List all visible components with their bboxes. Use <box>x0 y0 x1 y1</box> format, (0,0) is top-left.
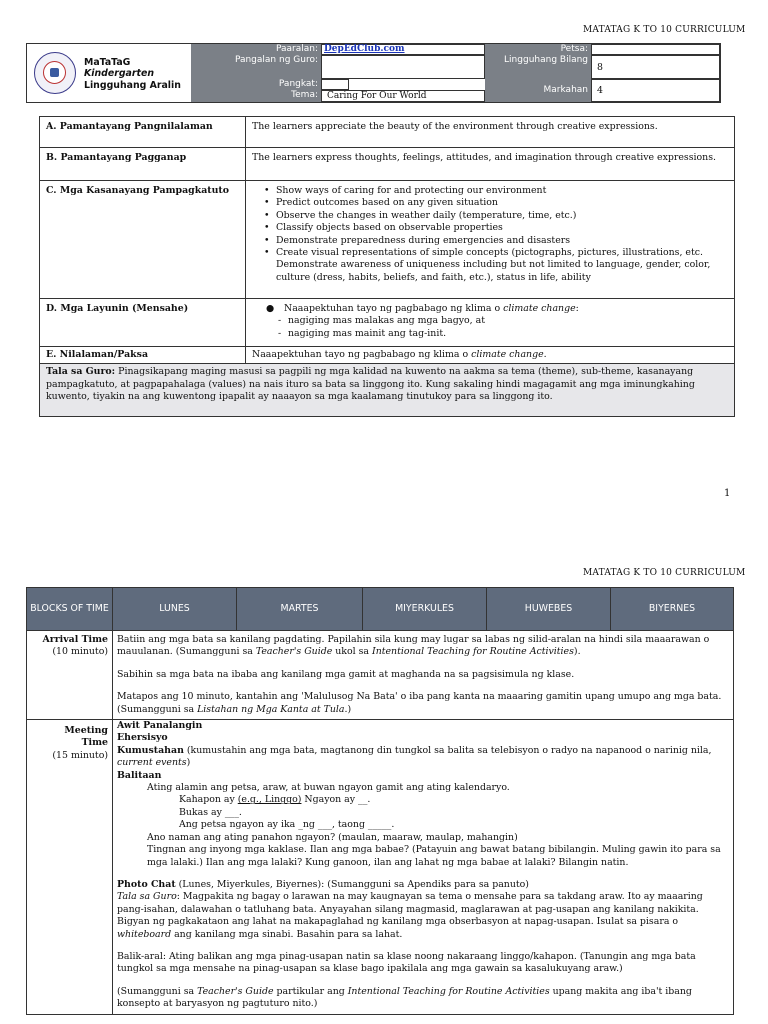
value-e <box>246 347 735 364</box>
objective-text: Naaapektuhan tayo ng pagbabago ng klima o <box>284 303 504 314</box>
text: (Sumangguni sa <box>117 985 198 997</box>
text: ) <box>186 757 191 769</box>
arrival-p1 <box>117 634 729 659</box>
schedule-table <box>26 587 734 1015</box>
list-item: • Classify objects based on observable properties <box>260 222 728 234</box>
em: Teacher's Guide <box>197 985 274 997</box>
skills-list <box>260 185 728 284</box>
col-biyernes: BIYERNES <box>611 588 734 631</box>
text: Matapos ang 10 minuto, kantahin ang 'Malulusog Na Bata' o iba pang kanta na maaaring gamitin upang umupo ang mga bata. (Sumangguni sa <box>117 691 722 715</box>
curriculum-label-2: MATATAG K TO 10 CURRICULUM <box>583 568 746 578</box>
label-a: A. Pamantayang Pangnilalaman <box>40 117 246 148</box>
label-b: B. Pamantayang Pagganap <box>40 148 246 181</box>
arrival-p3 <box>117 691 729 716</box>
petsa-field[interactable] <box>591 44 720 55</box>
arrival-duration: (10 minuto) <box>52 646 108 658</box>
text: Kahapon ay <box>179 794 238 806</box>
balitaan-line: Bukas ay ___. <box>179 806 242 818</box>
tala-label: Tala sa Guro: <box>46 366 116 378</box>
meeting-content <box>113 720 734 1015</box>
objective-em: climate change <box>503 303 576 314</box>
meeting-time-cell <box>27 720 113 1015</box>
paaralan-field[interactable] <box>321 44 485 55</box>
markahan-field[interactable]: 4 <box>591 79 720 102</box>
lesson-title-block <box>84 57 181 91</box>
photo-chat-heading: Photo Chat <box>117 878 176 890</box>
balitaan-line <box>117 794 729 806</box>
example-text: (e.g., Linggo) <box>237 794 302 806</box>
text: (kumustahin ang mga bata, magtanong din tungkol sa balita sa telebisyon o radyo na napanood o narinig nila, <box>183 744 712 756</box>
list-item: • Show ways of caring for and protecting our environment <box>260 185 728 197</box>
list-item: • Demonstrate preparedness during emergencies and disasters <box>260 235 728 247</box>
guro-field[interactable] <box>321 55 485 79</box>
col-miyerkules: MIYERKULES <box>363 588 487 631</box>
objective-end: : <box>575 303 579 314</box>
text: ukol sa <box>332 646 372 658</box>
arrival-time-cell <box>27 631 113 720</box>
balitaan-line: Ano naman ang ating panahon ngayon? (maulan, maaraw, maulap, mahangin) <box>147 831 518 843</box>
em: Intentional Teaching for Routine Activities <box>371 646 574 658</box>
col-huwebes: HUWEBES <box>487 588 611 631</box>
arrival-content <box>113 631 734 720</box>
bilang-field[interactable]: 8 <box>591 55 720 79</box>
page-number: 1 <box>724 488 731 499</box>
text: Batiin ang mga bata sa kanilang pagdating. Papilahin sila kung may lugar sa labas ng silid-aralan na hindi sila maaarawan o mauulanan. (Sumangguni sa <box>117 634 710 658</box>
text: partikular ang <box>273 985 348 997</box>
row-a <box>40 117 735 148</box>
balitaan-line: Tingnan ang inyong mga kaklase. Ilan ang mga babae? (Patayuin ang bawat batang bibilangin. Muling gawin ito para sa mga lalaki.) Ilan ang mga lalaki? Kung ganoon, ilan ang lahat ng mga babae at lalaki? Bilangin natin. <box>147 844 721 868</box>
meeting-row <box>27 720 734 1015</box>
row-e <box>40 347 735 364</box>
label-d: D. Mga Layunin (Mensahe) <box>40 299 246 347</box>
bullet-icon: ● <box>266 303 275 314</box>
col-blocks-of-time: BLOCKS OF TIME <box>27 588 113 631</box>
arrival-time-label: Arrival Time <box>42 634 108 645</box>
paaralan-label: Paaralan: <box>191 44 321 55</box>
guro-label: Pangalan ng Guro: <box>191 55 321 79</box>
value-c <box>246 181 735 299</box>
pangkat-field[interactable] <box>321 79 349 90</box>
tema-label: Tema: <box>191 90 321 102</box>
text: ang kanilang mga sinabi. Basahin para sa lahat. <box>171 928 403 940</box>
photo-chat-p <box>117 879 729 891</box>
ehersisyo-heading: Ehersisyo <box>117 732 168 744</box>
list-item: • Create visual representations of simple concepts (pictographs, pictures, illustrations, etc. Demonstrate awareness of uniqueness including but not limited to language, gender, color, culture (dress, habits, beliefs, and faith, etc.), status in life, ability <box>260 247 728 284</box>
petsa-label: Petsa: <box>485 44 591 55</box>
text: : Magpakita ng bagay o larawan na may kaugnayan sa tema o mensahe para sa takdang araw. Ito ay maaaring pang-isahan, dalawahan o tatluhang bata. Anyayahan silang magmasid, maglarawan at pag-usapan ang kanilang nakikita. Bigyan ng pagkakataon ang lahat na makapaglahad ng kanilang mga obserbasyon at napag-usapan. Isulat sa pisara o <box>117 891 703 928</box>
text: .) <box>344 703 352 715</box>
paaralan-link[interactable]: DepEdClub.com <box>324 44 405 54</box>
label-c: C. Mga Kasanayang Pampagkatuto <box>40 181 246 299</box>
tala-text: Pinagsikapang maging masusi sa pagpili ng mga kalidad na kuwento na aakma sa tema (theme), sub-theme, kasanayang pampagkatuto, at pagpapahalaga (values) na nais ituro sa bata sa linggong ito. Kung sakaling hindi magagamit ang mga iminungkahing kuwento, tiyakin na ang kuwentong ipapalit ay naaayon sa mga kaalamang tinutukoy para sa linggong ito. <box>46 366 695 403</box>
awit-heading: Awit Panalangin <box>117 720 203 732</box>
col-lunes: LUNES <box>113 588 237 631</box>
standards-table <box>39 116 735 417</box>
tala-guro-p <box>117 891 729 941</box>
balitaan-heading: Balitaan <box>117 769 162 781</box>
text: upang makita ang iba't ibang konsepto at baryasyon ng pagtuturo nito.) <box>117 985 692 1010</box>
markahan-label: Markahan <box>485 79 591 102</box>
balitaan-line: Ang petsa ngayon ay ika _ng ___, taong _____. <box>179 819 395 831</box>
em: whiteboard <box>117 928 172 940</box>
curriculum-label: MATATAG K TO 10 CURRICULUM <box>583 25 746 35</box>
balitaan-line: Ating alamin ang petsa, araw, at buwan ngayon gamit ang ating kalendaryo. <box>147 782 510 794</box>
row-tala <box>40 364 735 417</box>
row-d <box>40 299 735 347</box>
arrival-p2: Sabihin sa mga bata na ibaba ang kanilang mga gamit at maghanda na sa pagsisimula ng klase. <box>117 668 575 680</box>
em: Intentional Teaching for Routine Activities <box>347 985 550 997</box>
balik-aral-p: Balik-aral: Ating balikan ang mga pinag-usapan natin sa klase noong nakaraang linggo/kahapon. (Tanungin ang mga bata tungkol sa mga mensahe na pinag-usapan sa klase bago ipakilala ang mga gawain sa kasalukuyang araw.) <box>117 950 696 975</box>
title-kindergarten: Kindergarten <box>84 68 155 80</box>
tema-field[interactable]: Caring For Our World <box>321 90 485 102</box>
text: ). <box>573 646 581 658</box>
label-e: E. Nilalaman/Paksa <box>40 347 246 364</box>
deped-seal-icon <box>34 52 76 94</box>
list-item: • Predict outcomes based on any given situation <box>260 197 728 209</box>
col-martes: MARTES <box>237 588 363 631</box>
list-item: - nagiging mas mainit ang tag-init. <box>272 328 728 340</box>
objective-sublist <box>262 315 728 340</box>
text: Ngayon ay __. <box>301 794 371 806</box>
text: (Lunes, Miyerkules, Biyernes): (Sumangguni sa Apendiks para sa panuto) <box>175 878 529 890</box>
bilang-label: Lingguhang Bilang <box>485 55 591 79</box>
tala-note <box>40 364 735 417</box>
em: current events <box>117 757 187 769</box>
em: Tala sa Guro <box>117 891 177 903</box>
value-d <box>246 299 735 347</box>
row-c <box>40 181 735 299</box>
objective-main <box>262 303 728 315</box>
kumustahan-heading: Kumustahan <box>117 744 184 756</box>
row-b <box>40 148 735 181</box>
kumustahan-p <box>117 745 729 770</box>
em: Listahan ng Mga Kanta at Tula <box>197 703 345 715</box>
value-a: The learners appreciate the beauty of the environment through creative expressions. <box>246 117 735 148</box>
meeting-time-label: Meeting Time <box>64 725 108 749</box>
list-item: - nagiging mas malakas ang mga bagyo, at <box>272 315 728 327</box>
schedule-header <box>27 588 734 631</box>
topic-em: climate change <box>471 349 544 360</box>
pangkat-label: Pangkat: <box>191 79 321 90</box>
sumangguni-p <box>117 986 729 1011</box>
arrival-row <box>27 631 734 720</box>
title-matatag: MaTaTaG <box>84 57 131 68</box>
topic-end: . <box>543 349 547 360</box>
value-b: The learners express thoughts, feelings, attitudes, and imagination through creative expressions. <box>246 148 735 181</box>
meeting-duration: (15 minuto) <box>52 749 108 761</box>
topic-text: Naaapektuhan tayo ng pagbabago ng klima o <box>252 349 472 360</box>
list-item: • Observe the changes in weather daily (temperature, time, etc.) <box>260 210 728 222</box>
title-lingguhang-aralin: Lingguhang Aralin <box>84 79 181 91</box>
em: Teacher's Guide <box>255 646 333 658</box>
